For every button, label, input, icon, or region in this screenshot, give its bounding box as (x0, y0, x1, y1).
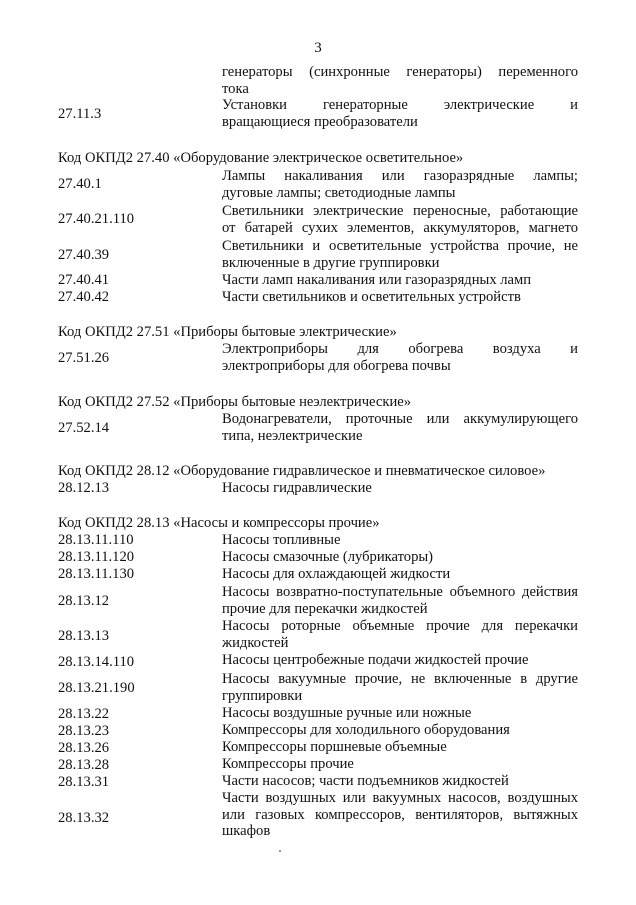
description-line: Насосы смазочные (лубрикаторы) (222, 549, 434, 565)
item-description (222, 618, 578, 651)
item-description (222, 739, 578, 756)
description-line: Насосы воздушные ручные или ножные (222, 705, 472, 721)
item-code: 28.13.13 (58, 628, 110, 644)
item-description (222, 705, 578, 722)
item-code: 28.13.14.110 (58, 654, 135, 670)
item-description (222, 480, 578, 497)
description-line: Насосы возвратно-поступательные объемного действия (222, 584, 578, 600)
description-line: шкафов (222, 823, 271, 839)
description-line: Части насосов; части подъемников жидкостей (222, 773, 509, 789)
section-heading: Код ОКПД2 28.12 «Оборудование гидравлическое и пневматическое силовое» (58, 463, 546, 479)
description-line: Части ламп накаливания или газоразрядных ламп (222, 272, 532, 288)
continuation-description (222, 64, 578, 97)
description-line: Компрессоры поршневые объемные (222, 739, 447, 755)
item-description (222, 97, 578, 130)
item-code: 28.13.11.120 (58, 549, 135, 565)
section-heading: Код ОКПД2 28.13 «Насосы и компрессоры прочие» (58, 515, 380, 531)
item-description (222, 532, 578, 549)
description-line: генераторы (синхронные генераторы) переменного (222, 64, 578, 80)
section-heading: Код ОКПД2 27.52 «Приборы бытовые неэлектрические» (58, 394, 412, 410)
item-description (222, 722, 578, 739)
item-description (222, 238, 578, 271)
item-code: 28.13.26 (58, 740, 110, 756)
description-line: Лампы накаливания или газоразрядные лампы; (222, 168, 578, 184)
description-line: Компрессоры прочие (222, 756, 354, 772)
section-heading: Код ОКПД2 27.40 «Оборудование электрическое осветительное» (58, 150, 464, 166)
item-code: 27.11.3 (58, 106, 102, 122)
section-heading: Код ОКПД2 27.51 «Приборы бытовые электрические» (58, 324, 397, 340)
description-line: типа, неэлектрические (222, 427, 363, 444)
item-code: 27.40.42 (58, 289, 110, 305)
item-code: 27.40.41 (58, 272, 110, 288)
item-code: 27.51.26 (58, 350, 110, 366)
item-description (222, 549, 578, 566)
item-code: 28.13.23 (58, 723, 110, 739)
item-code: 28.13.12 (58, 593, 110, 609)
description-line: Части светильников и осветительных устройств (222, 289, 521, 305)
description-line: Насосы вакуумные прочие, не включенные в другие (222, 671, 578, 687)
description-line: Насосы для охлаждающей жидкости (222, 566, 451, 582)
description-line: Части воздушных или вакуумных насосов, воздушных (222, 790, 578, 806)
item-code: 28.13.31 (58, 774, 110, 790)
page-number: 3 (314, 40, 322, 56)
item-code: 28.12.13 (58, 480, 110, 496)
description-line: Насосы центробежные подачи жидкостей прочие (222, 652, 529, 668)
item-code: 28.13.22 (58, 706, 110, 722)
item-description (222, 168, 578, 201)
description-line: прочие для перекачки жидкостей (222, 600, 428, 617)
item-code: 28.13.28 (58, 757, 110, 773)
item-code: 27.52.14 (58, 420, 110, 436)
item-code: 27.40.39 (58, 247, 110, 263)
description-line: Насосы топливные (222, 532, 341, 548)
scan-speck (279, 850, 281, 852)
description-line: или газовых компрессоров, вентиляторов, вытяжных (222, 806, 578, 823)
item-description (222, 584, 578, 617)
item-description (222, 341, 578, 374)
description-line: Насосы гидравлические (222, 480, 372, 496)
item-description (222, 411, 578, 444)
item-code: 27.40.21.110 (58, 211, 135, 227)
item-code: 27.40.1 (58, 176, 102, 192)
description-line: Насосы роторные объемные прочие для перекачки (222, 618, 578, 634)
item-description (222, 566, 578, 583)
description-line: Водонагреватели, проточные или аккумулирующего (222, 411, 578, 427)
item-description (222, 652, 578, 669)
item-description (222, 671, 578, 704)
item-description (222, 756, 578, 773)
description-line: Установки генераторные электрические и (222, 97, 578, 113)
item-code: 28.13.32 (58, 810, 110, 826)
description-line: жидкостей (222, 634, 289, 651)
description-line: Компрессоры для холодильного оборудования (222, 722, 510, 738)
item-code: 28.13.11.130 (58, 566, 135, 582)
item-description (222, 203, 578, 236)
item-description (222, 272, 578, 289)
description-line: Светильники электрические переносные, работающие (222, 203, 578, 219)
description-line: дуговые лампы; светодиодные лампы (222, 184, 456, 201)
item-description (222, 790, 578, 840)
item-code: 28.13.21.190 (58, 680, 135, 696)
description-line: группировки (222, 687, 303, 704)
description-line: вращающиеся преобразователи (222, 113, 418, 130)
item-description (222, 289, 578, 306)
description-line: тока (222, 80, 249, 97)
description-line: Светильники и осветительные устройства прочие, не (222, 238, 578, 254)
description-line: включенные в другие группировки (222, 254, 440, 271)
description-line: Электроприборы для обогрева воздуха и (222, 341, 578, 357)
item-code: 28.13.11.110 (58, 532, 134, 548)
description-line: от батарей сухих элементов, аккумуляторов, магнето (222, 219, 578, 236)
description-line: электроприборы для обогрева почвы (222, 357, 451, 374)
item-description (222, 773, 578, 790)
